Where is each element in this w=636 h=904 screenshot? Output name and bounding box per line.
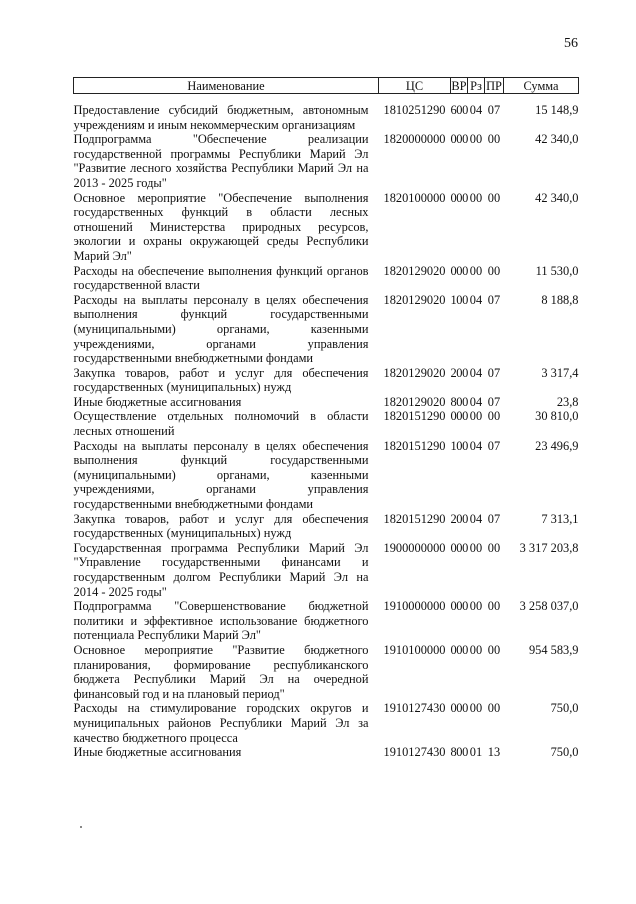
header-vr: ВР	[451, 78, 467, 93]
row-pr: 13	[487, 745, 501, 760]
row-sum: 750,0	[550, 745, 579, 760]
table-row	[74, 409, 579, 438]
row-cs: 1910127430	[383, 701, 446, 716]
row-pr: 07	[487, 365, 501, 380]
row-name: Расходы на стимулирование городских округов и муниципальных районов Республики Марий Эл за качество бюджетного процесса	[73, 701, 369, 745]
row-sum: 3 258 037,0	[519, 599, 579, 614]
row-rz: 04	[469, 103, 483, 117]
row-vr: 600	[450, 103, 468, 117]
table-row	[74, 701, 579, 745]
table-row	[74, 512, 579, 541]
row-vr: 100	[450, 438, 468, 453]
row-pr: 00	[487, 190, 501, 205]
row-cs: 1820151290	[383, 511, 446, 526]
row-vr: 200	[450, 511, 468, 526]
row-cs: 1820100000	[383, 190, 446, 205]
row-sum: 8 188,8	[541, 292, 579, 307]
row-cs: 1820000000	[383, 132, 446, 147]
scan-speck	[80, 826, 82, 828]
row-rz: 00	[469, 540, 483, 555]
row-pr: 00	[487, 599, 501, 614]
row-cs: 1820129020	[383, 394, 446, 409]
row-vr: 100	[450, 292, 468, 307]
row-sum: 750,0	[550, 701, 579, 716]
header-pr: ПР	[486, 78, 502, 93]
row-vr: 000	[450, 190, 468, 205]
row-name: Осуществление отдельных полномочий в области лесных отношений	[73, 409, 369, 439]
row-vr: 000	[450, 409, 468, 424]
row-sum: 42 340,0	[535, 132, 579, 147]
row-vr: 000	[450, 263, 468, 278]
row-sum: 11 530,0	[535, 263, 579, 278]
row-vr: 000	[450, 599, 468, 614]
table-row	[74, 439, 579, 512]
row-rz: 04	[469, 292, 483, 307]
header-sum: Сумма	[504, 78, 579, 94]
table-row	[74, 132, 579, 190]
row-name: Расходы на обеспечение выполнения функций органов государственной власти	[73, 263, 369, 293]
row-cs: 1810251290	[383, 103, 446, 117]
page-number: 56	[564, 36, 578, 51]
row-name: Иные бюджетные ассигнования	[73, 394, 242, 409]
row-pr: 07	[487, 511, 501, 526]
row-sum: 954 583,9	[528, 642, 579, 657]
row-cs: 1820129020	[383, 263, 446, 278]
row-sum: 42 340,0	[535, 190, 579, 205]
row-pr: 07	[487, 292, 501, 307]
row-sum: 7 313,1	[541, 511, 579, 526]
table-row	[74, 366, 579, 395]
header-rz: Рз	[468, 78, 485, 94]
row-sum: 3 317 203,8	[519, 540, 579, 555]
row-vr: 200	[450, 365, 468, 380]
table-header-row	[74, 78, 579, 94]
table-row	[74, 264, 579, 293]
row-name: Подпрограмма "Обеспечение реализации государственной программы Республики Марий Эл "Развитие лесного хозяйства Республики Марий Эл на 2013 - 2025 годы"	[73, 132, 369, 190]
row-rz: 00	[469, 599, 483, 614]
row-pr: 00	[487, 540, 501, 555]
row-name: Закупка товаров, работ и услуг для обеспечения государственных (муниципальных) нужд	[73, 365, 369, 395]
row-pr: 00	[487, 263, 501, 278]
table-row	[74, 103, 579, 132]
row-cs: 1900000000	[383, 540, 446, 555]
header-cs: ЦС	[379, 78, 451, 94]
row-sum: 23,8	[556, 394, 579, 409]
table-row	[74, 745, 579, 760]
table-row	[74, 293, 579, 366]
row-pr: 07	[487, 103, 501, 117]
row-rz: 04	[469, 365, 483, 380]
row-vr: 000	[450, 642, 468, 657]
row-cs: 1820129020	[383, 365, 446, 380]
row-pr: 00	[487, 409, 501, 424]
row-pr: 00	[487, 132, 501, 147]
row-cs: 1820151290	[383, 409, 446, 424]
row-rz: 00	[469, 642, 483, 657]
table-row	[74, 643, 579, 701]
row-cs: 1910127430	[383, 745, 446, 760]
row-rz: 00	[469, 263, 483, 278]
row-cs: 1910000000	[383, 599, 446, 614]
row-rz: 00	[469, 409, 483, 424]
row-rz: 04	[469, 511, 483, 526]
row-name: Основное мероприятие "Развитие бюджетного планирования, формирование республиканского бюджета Республики Марий Эл на очередной финансовый год и на плановый период"	[73, 642, 369, 701]
row-pr: 07	[487, 394, 501, 409]
table-row	[74, 541, 579, 599]
row-cs: 1910100000	[383, 642, 446, 657]
row-pr: 00	[487, 701, 501, 716]
table-row	[74, 599, 579, 643]
table-row	[74, 191, 579, 264]
row-sum: 15 148,9	[535, 103, 579, 117]
row-rz: 04	[469, 438, 483, 453]
row-rz: 01	[469, 745, 483, 760]
row-vr: 000	[450, 540, 468, 555]
row-vr: 800	[450, 745, 468, 760]
row-vr: 800	[450, 394, 468, 409]
row-name: Предоставление субсидий бюджетным, автономным учреждениям и иным некоммерческим организациям	[73, 103, 369, 132]
row-name: Подпрограмма "Совершенствование бюджетной политики и эффективное использование бюджетного потенциала Республики Марий Эл"	[73, 599, 369, 643]
row-name: Расходы на выплаты персоналу в целях обеспечения выполнения функций государственными (муниципальными) органами, казенными учреждениями, органами управления государственными внебюджетными фондами	[73, 438, 369, 512]
row-rz: 00	[469, 701, 483, 716]
row-sum: 3 317,4	[541, 365, 579, 380]
row-pr: 07	[487, 438, 501, 453]
row-name: Основное мероприятие "Обеспечение выполнения государственных функций в области лесных отношений Министерства природных ресурсов, экологии и охраны окружающей среды Республики Марий Эл"	[73, 190, 369, 263]
row-cs: 1820129020	[383, 292, 446, 307]
row-rz: 04	[469, 394, 483, 409]
row-rz: 00	[469, 190, 483, 205]
budget-table	[73, 77, 579, 760]
row-name: Иные бюджетные ассигнования	[73, 745, 242, 760]
row-cs: 1820151290	[383, 438, 446, 453]
row-name: Государственная программа Республики Марий Эл "Управление государственными финансами и государственным долгом Республики Марий Эл на 2014 - 2025 годы"	[73, 540, 369, 599]
header-spacer	[74, 94, 579, 104]
table-row	[74, 395, 579, 410]
row-sum: 30 810,0	[535, 409, 579, 424]
row-name: Закупка товаров, работ и услуг для обеспечения государственных (муниципальных) нужд	[73, 511, 369, 541]
row-pr: 00	[487, 642, 501, 657]
row-name: Расходы на выплаты персоналу в целях обеспечения выполнения функций государственными (муниципальными) органами, казенными учреждениями, органами управления государственными внебюджетными фондами	[73, 292, 369, 366]
row-vr: 000	[450, 132, 468, 147]
row-sum: 23 496,9	[535, 438, 579, 453]
row-vr: 000	[450, 701, 468, 716]
header-name: Наименование	[74, 78, 379, 94]
row-rz: 00	[469, 132, 483, 147]
